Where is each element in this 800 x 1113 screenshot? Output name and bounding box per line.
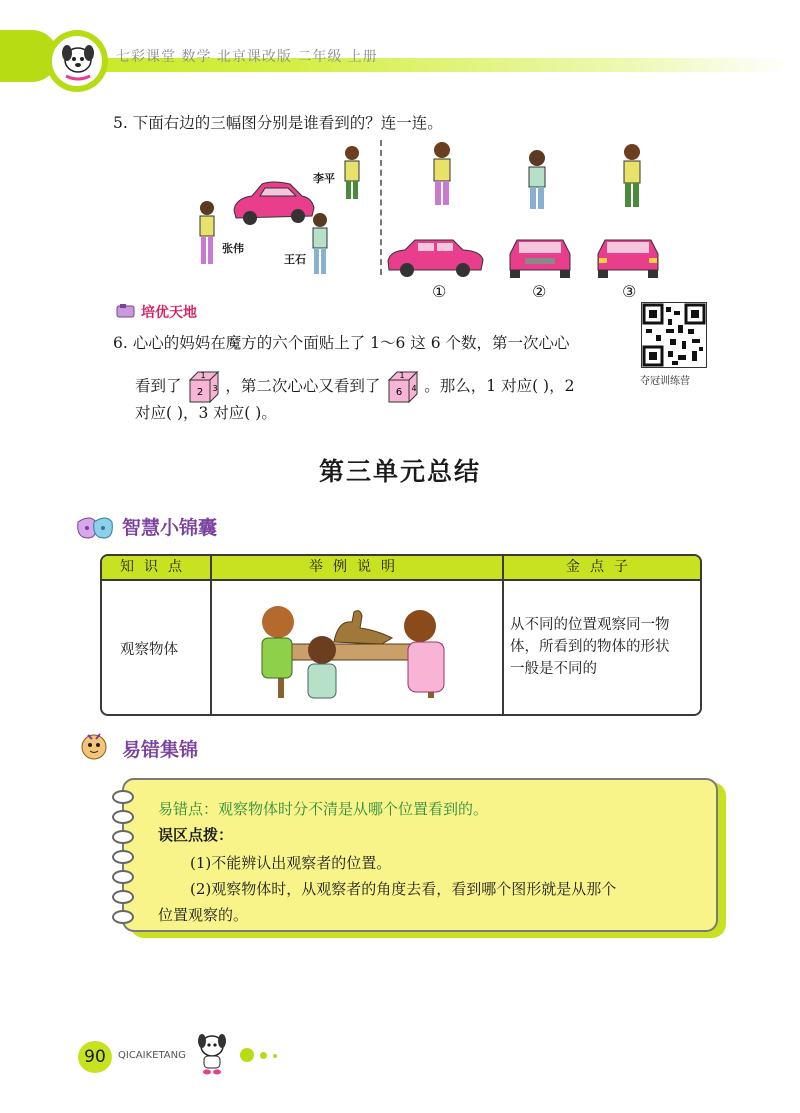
qr-code-icon	[641, 302, 707, 368]
car-back-view	[598, 240, 658, 278]
footer-dot-medium	[260, 1052, 267, 1059]
label-zhangwei: 张伟	[222, 242, 244, 255]
q6-text-c: 。那么，1 对应( )，2	[424, 377, 575, 395]
question-6-line2	[135, 370, 574, 404]
car-front-view	[510, 240, 570, 278]
table-divider-2	[502, 556, 504, 714]
cube-1-front: 2	[197, 387, 204, 398]
footer-dog-icon	[194, 1030, 230, 1076]
option-2-label: ②	[532, 282, 547, 301]
col-header-tip: 金点子	[566, 559, 638, 575]
question-6-line1: 6. 心心的妈妈在魔方的六个面贴上了 1～6 这 6 个数，第一次心心	[113, 334, 570, 352]
view-people-row	[425, 140, 665, 212]
child-middle	[308, 636, 336, 698]
mistake-point: 易错点：观察物体时分不清是从哪个位置看到的。	[158, 800, 489, 818]
tip-line-2: 体，所看到的物体的形状	[510, 639, 670, 655]
q6-text-a: 看到了	[135, 377, 182, 395]
car-side-view	[388, 240, 483, 277]
table-divider-1	[210, 556, 212, 714]
mistake-tip-1: (1)不能辨认出观察者的位置。	[190, 854, 392, 872]
mistake-tips-title: 误区点拨：	[158, 826, 234, 844]
qr-caption: 夺冠训练营	[640, 376, 690, 387]
row-topic: 观察物体	[120, 642, 178, 658]
spiral-ring	[112, 890, 134, 904]
spiral-ring	[112, 830, 134, 844]
cube-2-top: 1	[399, 371, 405, 380]
spiral-ring	[112, 790, 134, 804]
view-person-1	[434, 142, 450, 205]
mistakes-heading: 易错集锦	[122, 739, 199, 761]
question-6-line3: 对应( )，3 对应( )。	[135, 404, 277, 422]
notebook-card	[122, 778, 718, 932]
person-wangshi	[313, 213, 327, 274]
question-5-text: 5. 下面右边的三幅图分别是谁看到的？连一连。	[113, 114, 443, 132]
col-header-topic: 知识点	[120, 559, 192, 575]
spiral-ring	[112, 870, 134, 884]
label-wangshi: 王石	[284, 253, 306, 266]
row-tip	[510, 614, 670, 680]
tip-line-3: 一般是不同的	[510, 661, 597, 677]
footer-brand: QICAIKETANG	[118, 1050, 186, 1061]
children-observing-illustration	[242, 592, 464, 708]
page-number: 90	[78, 1041, 112, 1073]
cube-2-front: 6	[396, 387, 403, 398]
footer-dot-small	[273, 1054, 277, 1058]
child-right	[404, 610, 444, 692]
tip-line-1: 从不同的位置观察同一物	[510, 617, 670, 633]
view-cars-row	[385, 236, 675, 281]
spiral-ring	[112, 810, 134, 824]
view-person-2	[529, 150, 545, 209]
cube-2-side: 4	[411, 384, 417, 393]
cube-2-icon	[385, 370, 419, 404]
table-header	[102, 556, 700, 581]
knowledge-table	[100, 554, 702, 716]
person-zhangwei	[200, 201, 214, 264]
unit-summary-title: 第三单元总结	[318, 457, 481, 486]
dog-mascot-icon	[56, 38, 100, 84]
cartoon-chick-icon	[76, 731, 112, 761]
bookmark-icon	[116, 303, 136, 319]
scene-car	[234, 182, 314, 225]
wisdom-heading: 智慧小锦囊	[122, 517, 218, 539]
wisdom-bags-icon	[74, 508, 116, 540]
scene-illustration	[192, 140, 372, 275]
person-liping	[345, 146, 359, 199]
option-1-label: ①	[432, 282, 447, 301]
footer-dot-large	[240, 1048, 254, 1062]
cube-1-icon	[186, 370, 220, 404]
spiral-ring	[112, 910, 134, 924]
dashed-divider	[380, 140, 382, 275]
cube-1-top: 1	[200, 371, 206, 380]
col-header-example: 举例说明	[309, 559, 405, 575]
label-liping: 李平	[313, 172, 335, 185]
option-3-label: ③	[622, 282, 637, 301]
mistake-tip-2a: (2)观察物体时，从观察者的角度去看，看到哪个图形就是从那个	[190, 880, 617, 898]
view-person-3	[624, 144, 640, 207]
cube-1-side: 3	[212, 384, 218, 393]
header-title: 七彩课堂 数学 北京课改版 二年级 上册	[116, 49, 378, 65]
mistake-tip-2b: 位置观察的。	[158, 906, 249, 924]
spiral-ring	[112, 850, 134, 864]
q6-text-b: ，第二次心心又看到了	[225, 377, 381, 395]
advanced-section-tag: 培优天地	[141, 305, 197, 321]
child-left	[262, 606, 294, 678]
